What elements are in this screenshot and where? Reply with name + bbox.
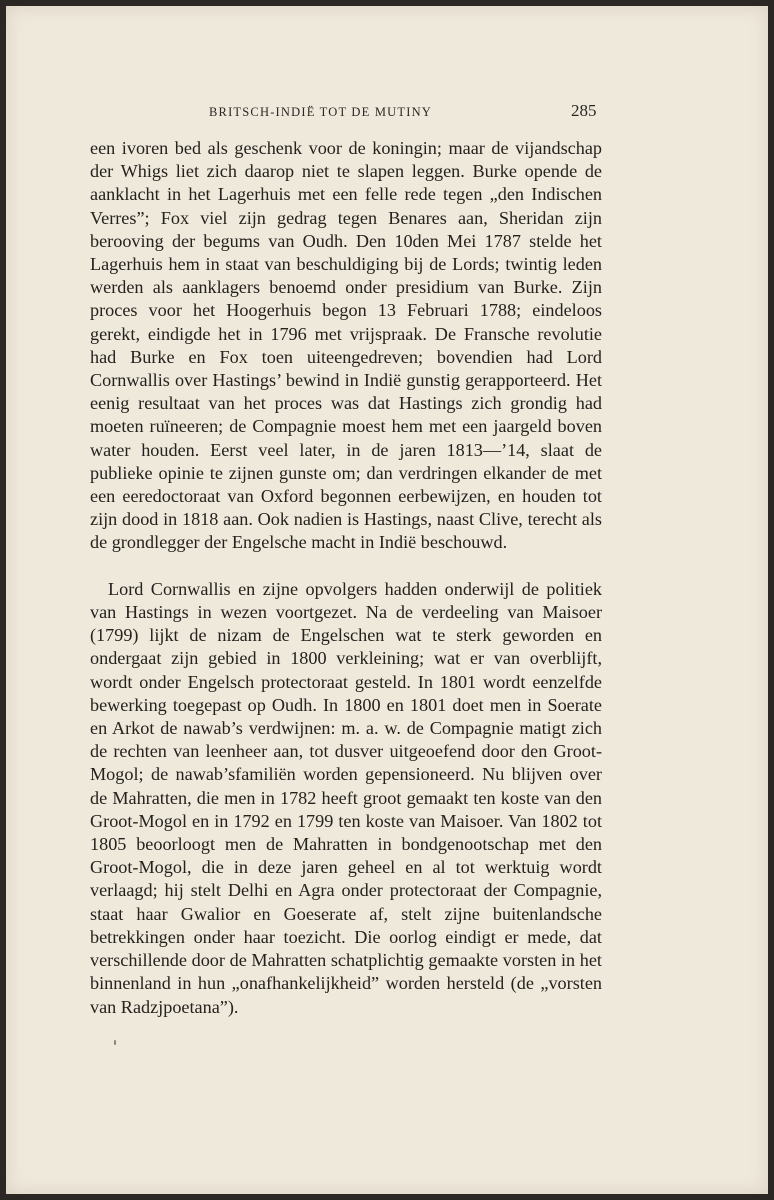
body-text [90,137,602,1019]
running-title: BRITSCH-INDIË TOT DE MUTINY [209,105,433,119]
page-number: 285 [571,101,597,120]
paragraph-2: Lord Cornwallis en zijne opvolgers hadden onderwijl de politiek van Hastings in wezen voortgezet. Na de verdeeling van Maisoer (1799) lijkt de nizam de Engelschen wat te sterk geworden en ondergaat zijn gebied in 1800 verkleining; wat er van overblijft, wordt onder Engelsch protectoraat gesteld. In 1801 wordt eenzelfde bewerking toegepast op Oudh. In 1800 en 1801 doet men in Soerate en Arkot de nawab’s verdwijnen: m. a. w. de Compagnie matigt zich de rechten van leenheer aan, tot dusver uitgeoefend door den Groot-Mogol; de nawab’sfamiliën worden gepensioneerd. Nu blijven over de Mahratten, die men in 1782 heeft groot gemaakt ten koste van den Groot-Mogol en in 1792 en 1799 ten koste van Maisoer. Van 1802 tot 1805 beoorloogt men de Mahratten in bondgenootschap met den Groot-Mogol, die in deze jaren geheel en al tot werktuig wordt verlaagd; hij stelt Delhi en Agra onder protectoraat der Compagnie, staat haar Gwalior en Goeserate af, stelt zijne buitenlandsche betrekkingen onder haar toezicht. Die oorlog eindigt er mede, dat verschillende door de Mahratten schatplichtig gemaakte vorsten in het binnenland in hun „onafhankelijkheid” worden hersteld (de „vorsten van Radzjpoetana”). [90,578,602,1017]
ink-speck [114,1040,116,1045]
book-page [6,6,768,1194]
page-header [6,103,774,127]
paragraph-1: een ivoren bed als geschenk voor de koningin; maar de vijandschap der Whigs liet zich daarop niet te slapen leggen. Burke opende de aanklacht in het Lagerhuis met een felle rede tegen „den Indischen Verres”; Fox viel zijn gedrag tegen Benares aan, Sheridan zijn berooving der begums van Oudh. Den 10den Mei 1787 stelde het Lagerhuis hem in staat van beschuldiging bij de Lords; twintig leden werden als aanklagers benoemd onder presidium van Burke. Zijn proces voor het Hoogerhuis begon 13 Februari 1788; eindeloos gerekt, eindigde het in 1796 met vrijspraak. De Fransche revolutie had Burke en Fox toen uiteengedreven; bovendien had Lord Cornwallis over Hastings’ bewind in Indië gunstig gerapporteerd. Het eenig resultaat van het proces was dat Hastings zich grondig had moeten ruïneeren; de Compagnie moest hem met een jaargeld boven water houden. Eerst veel later, in de jaren 1813—’14, slaat de publieke opinie te zijnen gunste om; dan verdringen elkander de met een eeredoctoraat van Oxford begonnen eerbewijzen, en houden tot zijn dood in 1818 aan. Ook nadien is Hastings, naast Clive, terecht als de grondlegger der Engelsche macht in Indië beschouwd. [90,138,602,553]
